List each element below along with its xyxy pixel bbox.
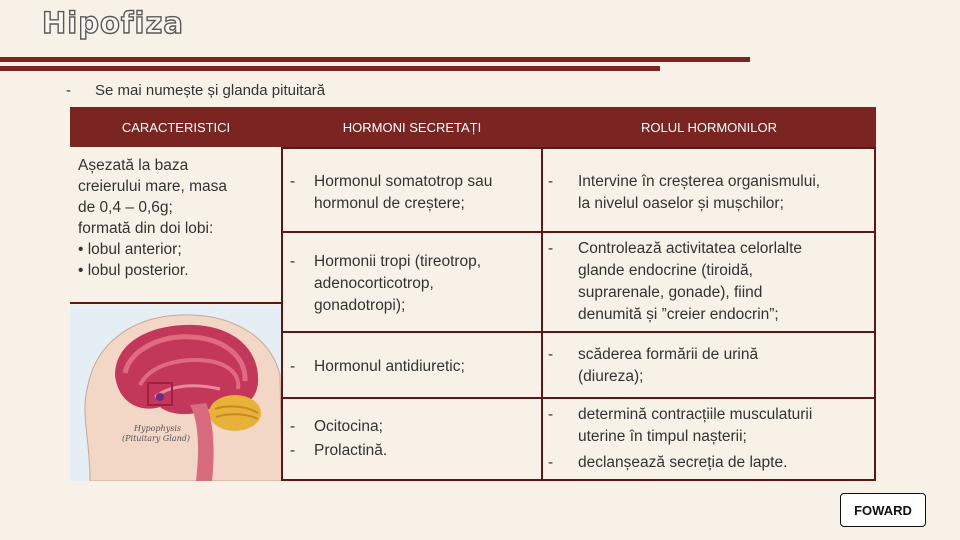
header-roles: ROLUL HORMONILOR <box>542 107 876 147</box>
col-divider-1 <box>281 147 283 481</box>
role-line: suprarenale, gonade), fiind <box>578 284 763 301</box>
row-divider-1 <box>282 231 876 233</box>
characteristics-line: de 0,4 – 0,6g; <box>78 199 173 216</box>
intro-bullet <box>66 82 325 99</box>
page-title: Hipofiza <box>42 6 184 40</box>
characteristics-line: creierului mare, masa <box>78 178 228 195</box>
role-line: (diureza); <box>578 368 644 385</box>
col-divider-3 <box>874 147 876 481</box>
hormone-line: hormonul de creștere; <box>314 195 465 212</box>
hormone-line: adenocorticotrop, <box>314 275 434 292</box>
row-divider-4 <box>282 479 876 481</box>
hormone-line: Hormonul somatotrop sau <box>314 173 493 190</box>
hormone-line: Hormonii tropi (tireotrop, <box>314 253 482 270</box>
char-image-divider <box>70 302 282 304</box>
characteristics-line: • lobul posterior. <box>78 262 189 279</box>
row-divider-2 <box>282 331 876 333</box>
hormones-table: CARACTERISTICI HORMONI SECRETAȚI ROLUL HORMONILOR Așezată la baza creierului mare, masa de 0,4 – 0,6g; formată din doi lobi: • lobul anterior; • lobul posterior. Hypophysis (Pituitary Gland) - Hormonul somatotrop sau hormonul de creștere; - Intervine în creșterea organismului, la nivelul oaselor și mușchilor; - Hormonii tropi (tireotrop, adenocorticotrop, gonadotropi); - Controlează activitatea celorlalte glande endocrine (tiroidă, suprarenale, gonade), fiind denumită și ”creier endocrin”; - Hormonul antidiuretic; - scăderea formării de urină (diureza); - Ocitocina; - Prolactină. - determină contracțiile musculaturii uterine în timpul nașterii; - declanșează secreția de lapte. <box>70 107 876 481</box>
role-line: denumită și ”creier endocrin”; <box>578 306 779 323</box>
role-line: scăderea formării de urină <box>578 346 759 363</box>
hormone-line: gonadotropi); <box>314 297 406 314</box>
col-divider-2 <box>541 147 543 481</box>
characteristics-line: • lobul anterior; <box>78 241 182 258</box>
header-characteristics: CARACTERISTICI <box>70 107 282 147</box>
hormone-line: Ocitocina; <box>314 418 383 435</box>
forward-button[interactable]: FOWARD <box>840 493 926 527</box>
title-rule-long <box>0 57 750 62</box>
role-line: Intervine în creșterea organismului, <box>578 173 821 190</box>
intro-dash: - <box>66 82 71 99</box>
role-line: uterine în timpul nașterii; <box>578 428 747 445</box>
role-line: glande endocrine (tiroidă, <box>578 262 753 279</box>
brain-caption-line-1: Hypophysis <box>134 424 181 433</box>
intro-text: Se mai numește și glanda pituitară <box>95 82 326 99</box>
title-rule-short <box>0 66 660 71</box>
role-line: la nivelul oaselor și mușchilor; <box>578 195 784 212</box>
role-line: declanșează secreția de lapte. <box>578 454 788 471</box>
hormone-line: Hormonul antidiuretic; <box>314 358 465 375</box>
hormone-line: Prolactină. <box>314 442 388 459</box>
brain-illustration <box>70 305 282 481</box>
row-divider-3 <box>282 397 876 399</box>
role-line: determină contracțiile musculaturii <box>578 406 813 423</box>
characteristics-text <box>78 155 278 281</box>
brain-image <box>70 305 282 481</box>
brain-caption-line-2: (Pituitary Gland) <box>122 434 190 443</box>
row-divider-0 <box>282 147 876 149</box>
header-hormones: HORMONI SECRETAȚI <box>282 107 542 147</box>
characteristics-line: formată din doi lobi: <box>78 220 214 237</box>
characteristics-line: Așezată la baza <box>78 157 189 174</box>
role-line: Controlează activitatea celorlalte <box>578 240 803 257</box>
